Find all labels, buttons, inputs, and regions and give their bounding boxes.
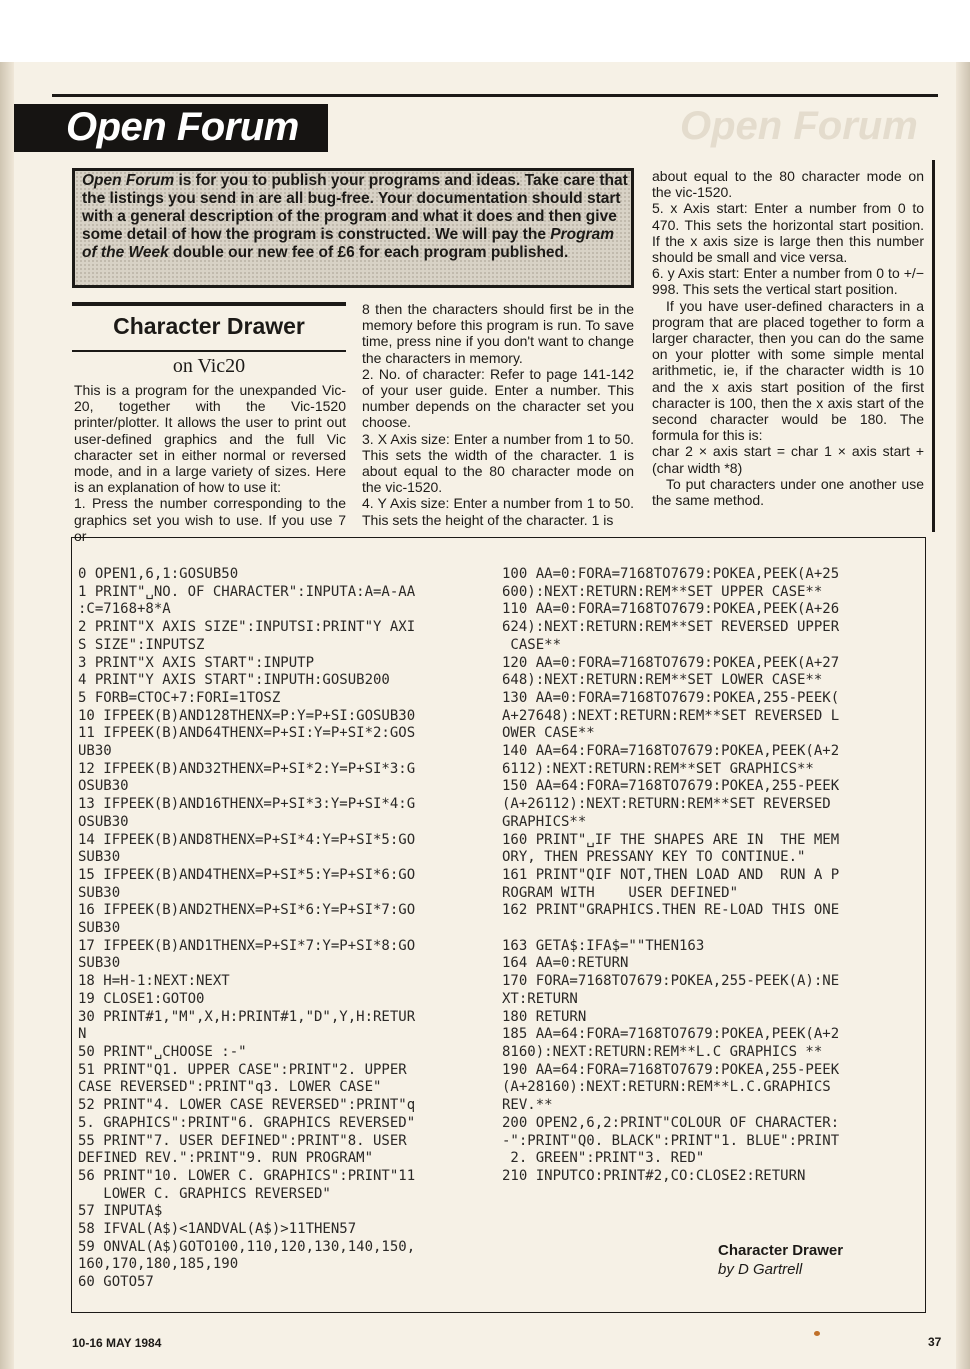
program-listing-left: 0 OPEN1,6,1:GOSUB50 1 PRINT"␣NO. OF CHARACTER":INPUTA:A=A-AA :C=7168+8*A 2 PRINT"X AXIS SIZE":INPUTSI:PRINT"Y AXI S SIZE":INPUTSZ 3 PRINT"X AXIS START":INPUTP 4 PRINT"Y AXIS START":INPUTH:GOSUB200 5 FORB=CTOC+7:FORI=1TOSZ 10 IFPEEK(B)AND128THENX=P:Y=P+SI:GOSUB30 11 IFPEEK(B)AND64THENX=P+SI:Y=P+SI*2:GOS UB30 12 IFPEEK(B)AND32THENX=P+SI*2:Y=P+SI*3:G OSUB30 13 IFPEEK(B)AND16THENX=P+SI*3:Y=P+SI*4:G OSUB30 14 IFPEEK(B)AND8THENX=P+SI*4:Y=P+SI*5:GO SUB30 15 IFPEEK(B)AND4THENX=P+SI*5:Y=P+SI*6:GO SUB30 16 IFPEEK(B)AND2THENX=P+SI*6:Y=P+SI*7:GO SUB30 17 IFPEEK(B)AND1THENX=P+SI*7:Y=P+SI*8:GO SUB30 18 H=H-1:NEXT:NEXT 19 CLOSE1:GOTO0 30 PRINT#1,"M",X,H:PRINT#1,"D",Y,H:RETUR N 50 PRINT"␣CHOOSE :-" 51 PRINT"Q1. UPPER CASE":PRINT"2. UPPER CASE REVERSED":PRINT"q3. LOWER CASE" 52 PRINT"4. LOWER CASE REVERSED":PRINT"q 5. GRAPHICS":PRINT"6. GRAPHICS REVERSED" 55 PRINT"7. USER DEFINED":PRINT"8. USER DEFINED REV.":PRINT"9. RUN PROGRAM" 56 PRINT"10. LOWER C. GRAPHICS":PRINT"11 LOWER C. GRAPHICS REVERSED" 57 INPUTA$ 58 IFVAL(A$)<1ANDVAL(A$)>11THEN57 59 ONVAL(A$)GOTO100,110,120,130,140,150, 160,170,180,185,190 60 GOTO57 (78, 566, 416, 1291)
paragraph: 8 then the characters should first be in the memory before this program is run. To save time, press nine if you don't want to change the characters in memory. (362, 301, 634, 366)
paragraph: 6. y Axis start: Enter a number from 0 to +/− 998. This sets the vertical start position. (652, 265, 924, 298)
paragraph: 1. Press the number corresponding to the graphics set you wish to use. If you use 7 or (74, 495, 346, 544)
paragraph: If you have user-defined characters in a program that are placed together to form a larger character, then you can do the same on your plotter with some simple mental arithmetic, ie, if the character width is 10 and the x axis start position of the first character is 100, then the x axis start of the second character would be 180. The formula for this is: (652, 297, 924, 444)
intro-body-2: double our new fee of £6 for each program published. (168, 244, 569, 261)
paragraph: This is a program for the unexpanded Vic-20, together with the Vic-1520 printer/plotter. It allows the user to print out user-defined graphics and the full Vic character set in either normal or reversed mode, and in a large variety of sizes. Here is an explanation of how to use it: (74, 382, 346, 496)
intro-body-1: is for you to publish your programs and ideas. Take care that the listings you send in are all bug-free. Your documentation should start with a general description of the program and what it does and then give some detail of how the program is constructed. We will pay the (82, 172, 628, 243)
intro-text (82, 172, 628, 262)
page-gutter-shadow (0, 62, 14, 1369)
article-column-3 (652, 168, 924, 508)
page-edge-shadow (956, 62, 970, 1369)
print-mark (814, 1331, 820, 1336)
scan-margin (0, 0, 970, 62)
section-title: Open Forum (66, 105, 299, 149)
intro-lead: Open Forum (82, 172, 175, 189)
paragraph: To put characters under one another use the same method. (652, 475, 924, 509)
paragraph: 3. X Axis size: Enter a number from 1 to 50. This sets the width of the character. 1 is about equal to the 80 character mode on the vic-1520. (362, 430, 634, 496)
page-number: 37 (928, 1335, 942, 1349)
paragraph: 4. Y Axis size: Enter a number from 1 to 50. This sets the height of the character. 1 is (362, 495, 634, 528)
title-rule-top (72, 302, 346, 306)
paragraph: about equal to the 80 character mode on the vic-1520. (652, 168, 924, 201)
intro-program-of-week: Program of the Week (82, 226, 614, 261)
formula: char 2 × axis start = char 1 × axis start +(char width *8) (652, 443, 924, 476)
show-through-title: Open Forum (680, 104, 918, 148)
article-subtitle: on Vic20 (172, 355, 246, 377)
program-listing-right: 100 AA=0:FORA=7168TO7679:POKEA,PEEK(A+25 600):NEXT:RETURN:REM**SET UPPER CASE** 110 AA=0:FORA=7168TO7679:POKEA,PEEK(A+26 624):NEXT:RETURN:REM**SET REVERSED UPPER CASE** 120 AA=0:FORA=7168TO7679:POKEA,PEEK(A+27 648):NEXT:RETURN:REM**SET LOWER CASE** 130 AA=0:FORA=7168TO7679:POKEA,255-PEEK( A+27648):NEXT:RETURN:REM**SET REVERSED L OWER CASE** 140 AA=64:FORA=7168TO7679:POKEA,PEEK(A+2 6112):NEXT:RETURN:REM**SET GRAPHICS** 150 AA=64:FORA=7168TO7679:POKEA,255-PEEK (A+26112):NEXT:RETURN:REM**SET REVERSED GRAPHICS** 160 PRINT"␣IF THE SHAPES ARE IN THE MEM ORY, THEN PRESSANY KEY TO CONTINUE." 161 PRINT"QIF NOT,THEN LOAD AND RUN A P ROGRAM WITH USER DEFINED" 162 PRINT"GRAPHICS.THEN RE-LOAD THIS ONE 163 GETA$:IFA$=""THEN163 164 AA=0:RETURN 170 FORA=7168TO7679:POKEA,255-PEEK(A):NE XT:RETURN 180 RETURN 185 AA=64:FORA=7168TO7679:POKEA,PEEK(A+2 8160):NEXT:RETURN:REM**L.C GRAPHICS ** 190 AA=64:FORA=7168TO7679:POKEA,255-PEEK (A+28160):NEXT:RETURN:REM**L.C.GRAPHICS REV.** 200 OPEN2,6,2:PRINT"COLOUR OF CHARACTER: -":PRINT"Q0. BLACK":PRINT"1. BLUE":PRINT 2. GREEN":PRINT"3. RED" 210 INPUTCO:PRINT#2,CO:CLOSE2:RETURN (502, 566, 840, 1184)
issue-date: 10-16 MAY 1984 (72, 1336, 162, 1350)
column-rule (932, 160, 935, 532)
credit-author: by D Gartrell (718, 1261, 803, 1278)
article-title: Character Drawer (113, 313, 305, 339)
article-column-1 (74, 382, 346, 544)
paragraph: 2. No. of character: Refer to page 141-142 of your user guide. Enter a number. This number depends on the character set you choose. (362, 365, 634, 431)
credit-title: Character Drawer (718, 1242, 844, 1259)
paragraph: 5. x Axis start: Enter a number from 0 to 470. This sets the horizontal start position. If the x axis size is large then this number should be small and vice versa. (652, 200, 924, 266)
header-rule (52, 94, 938, 97)
article-column-2 (362, 301, 634, 528)
